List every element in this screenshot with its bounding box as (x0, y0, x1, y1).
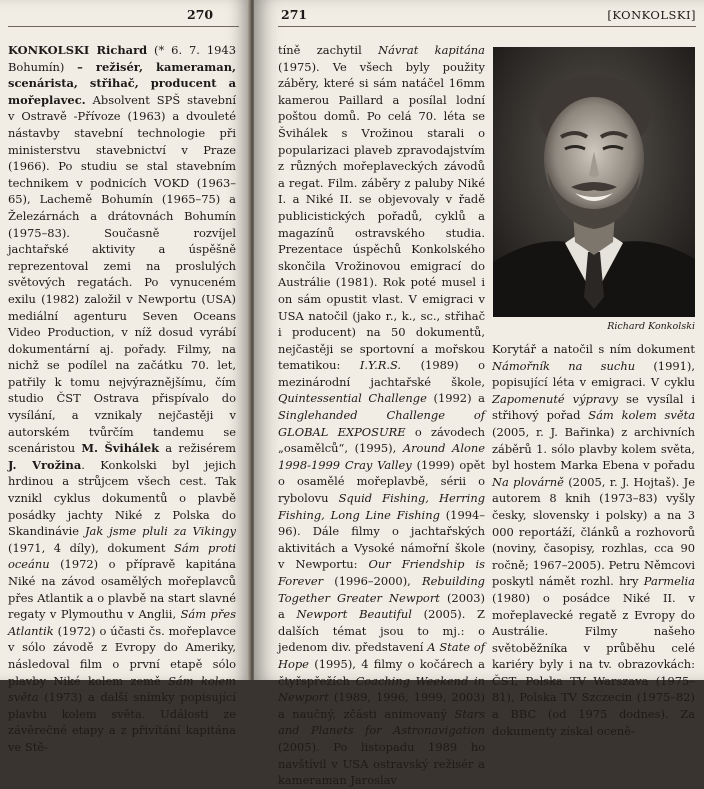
entry-text: (1992) a (433, 391, 485, 406)
film-title: A State of Hope (278, 640, 485, 671)
person-name: J. Vrožina (8, 457, 82, 472)
film-title: Zapomenuté výpravy (492, 391, 619, 406)
film-title: Quintessential Challenge (278, 391, 427, 406)
running-head: [KONKOLSKI] (607, 8, 696, 22)
entry-text: (1989) o mezinárodní jachtařské škole, (278, 358, 486, 389)
entry-text: se vysílal i střihový pořad (492, 391, 696, 423)
film-title: Sám proti oceánu (8, 540, 236, 572)
header-rule-left (8, 26, 239, 27)
photo-caption: Richard Konkolski (607, 321, 695, 332)
film-title: Námořník na suchu (492, 358, 636, 373)
film-title: Stars and Planets for Astronavigation (278, 706, 485, 738)
entry-text: a režisérem (165, 441, 236, 456)
film-title: Sám kolem světa (588, 408, 696, 423)
entry-text: (1972) o přípravě kapitána Niké na závod osamělých mořeplavců přes Atlantik a o plavbě na start slavné regaty v Plymouthu v Anglii, (8, 557, 236, 622)
film-title: Parmelia (643, 574, 695, 589)
left-column (8, 42, 236, 756)
entry-text: (1995), 4 filmy o kočárech a čtyřspřežích (278, 656, 485, 688)
entry-text: (1972) o účasti čs. mořeplavce v sólo závodě z Evropy do Ameriky, následoval film o první etapě sólo plavby Niké kolem země (8, 623, 236, 688)
film-title: Návrat kapitána (378, 43, 485, 57)
page-number-right: 271 (281, 7, 308, 22)
entry-text: (2005). Z dalších témat jsou to mj.: o jedenom div. představení (278, 607, 485, 655)
entry-text: Korytář a natočil s ním dokument (492, 342, 695, 356)
film-title: Singlehanded Challenge of GLOBAL EXPOSURE (278, 408, 485, 439)
entry-text: (1994–96). Dále filmy o jachtařských aktivitách a Vysoké námořní škole v Newportu: (278, 507, 486, 572)
film-title: Sám kolem světa (8, 673, 236, 705)
entry-text: Absolvent SPŠ stavební v Ostravě -Přívoze (1963) a dvouleté nástavby stavební technologie při ministerstvu stavebnictví v Praze (1966). Po studiu se stal stavebním technikem v podnicích VOKD (1963–65), Lachemě Bohumín (1965–75) a Železárnách a drátovnách Bohumín (1975–83). Současně rozvíjel jachtařské aktivity a úspěšně reprezentoval zemi na proslulých světových regatách. Po vynuceném exilu (1982) založil v Newportu (USA) mediální agenturu Seven Oceans Video Production, v níž dosud vyrábí dokumentární aj. pořady. Filmy, na nichž se podílel na začátku 70. let, patřily k tomu nejvýraznějšímu, čím studio ČST Ostrava přispívalo do vysílání, a vznikaly nejčastěji v autorském tvůrčím tandemu se scenáristou (8, 92, 237, 456)
film-title: Na plovárně (492, 474, 564, 489)
film-title: Our Friendship is Forever (278, 557, 486, 588)
portrait-photo (493, 47, 695, 317)
entry-text: (1973) a další snímky popisující plavbu kolem světa. Události ze závěrečné etapy a z přivítání kapitána ve Stě- (8, 690, 236, 754)
page-number-left: 270 (187, 7, 214, 22)
header-rule-right (278, 26, 696, 27)
film-title: Rebuilding Together Greater Newport (278, 574, 486, 605)
continued-paragraph (278, 42, 485, 789)
entry-text: (2005). Po listopadu 1989 ho navštívil v USA ostravský režisér a kameraman Jaroslav (278, 739, 485, 788)
right-page (254, 0, 704, 788)
entry-text: (1991), popisující léta v emigraci. V cyklu (492, 358, 695, 390)
entry-text: (2005, r. J. Bařinka) z archivních záběrů 1. sólo plavby kolem světa, byl hostem Marka Ebena v pořadu (492, 424, 695, 473)
person-name: M. Švihálek (81, 441, 160, 456)
entry-lifespan: (* 6. 7. 1943 Bohumín) (8, 43, 236, 74)
continued-paragraph (492, 341, 695, 739)
film-title: Sám přes Atlantik (8, 607, 236, 638)
entry-text: (1996–2000), (334, 574, 411, 588)
entry-text: (1971, 4 díly), dokument (8, 540, 166, 555)
film-title: Jak jsme pluli za Vikingy (84, 524, 236, 539)
right-column-2 (492, 341, 695, 739)
entry-text: (1980) o posádce Niké II. v mořeplavecké regatě z Evropy do Austrálie. Filmy našeho světoběžníka v průběhu celé kariéry byly i na tv. obrazovkách: ČST, Polska TV Warszava (1975–81), Polska TV Szczecin (1975–82) a BBC (od 1975 dodnes). Za dokumenty získal oceně- (492, 590, 695, 738)
entry-text: (2005, r. J. Hojtaš). Je autorem 8 knih (1973–83) vyšly česky, slovensky i polsky) a na 3 000 reportáží, článků a rozhovorů (noviny, časopisy, rozhlas, cca 90 ročně; 1967–2005). Petru Němcovi poskytl námět rozhl. hry (492, 474, 695, 589)
film-title: Coaching Weekend in Newport (278, 673, 485, 705)
left-page (0, 0, 249, 754)
film-title: Newport Beautiful (296, 607, 412, 622)
entry-text: (1999) opět o osamělé mořeplavbě, sérii o rybolovu (278, 457, 485, 506)
right-column-1 (278, 42, 485, 789)
film-title: I.Y.R.S. (359, 358, 402, 373)
entry-roles: – režisér, kameraman, scenárista, střihač, producent a mořeplavec. (8, 59, 236, 107)
entry-name: KONKOLSKI Richard (8, 43, 148, 57)
entry-text: . Konkolski byl jejich hrdinou a strůjcem všech cest. Tak vznikl cyklus dokumentů o plavbě posádky jachty Niké z Polska do Skandinávie (8, 457, 236, 539)
entry-paragraph (8, 42, 236, 756)
film-title: Squid Fishing, Herring Fishing, Long Line Fishing (278, 491, 486, 522)
portrait-photo-icon (493, 47, 695, 317)
entry-text: (2003) a (278, 590, 485, 622)
entry-text: tíně zachytil (278, 43, 362, 57)
film-title: Around Alone 1998-1999 Cray Valley (278, 441, 485, 472)
entry-text: (1975). Ve všech byly použity záběry, které si sám natáčel 16mm kamerou Paillard a posílal lodní poštou domů. Po celá 70. léta se Švihálek s Vrožinou starali o popularizaci plaveb zpravodajstvím z různých mořeplaveckých závodů a regat. Film. záběry z paluby Niké I. a Niké II. se objevovaly v řadě publicistických pořadů, cyklů a magazínů ostravského studia. Prezentace úspěchů Konkolského skončila Vrožinovou emigrací do Austrálie (1981). Rok poté musel i on sám opustit vlast. V emigraci v USA natočil (jako r., k., sc., střihač i producent) na 50 dokumentů, nejčastěji se sportovní a mořskou tematikou: (278, 59, 485, 373)
entry-text: (1989, 1996, 1999, 2003) a naučný, zčásti animovaný (278, 690, 486, 721)
entry-text: o závodech „osamělců“, (1995), (278, 424, 485, 456)
